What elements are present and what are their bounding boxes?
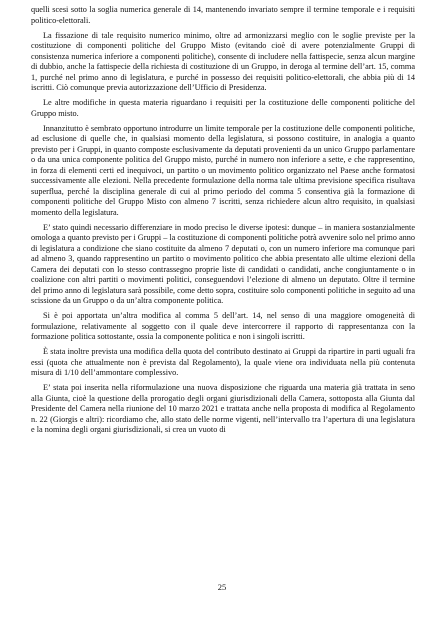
paragraph: quelli scesi sotto la soglia numerica generale di 14, mantenendo invariato sempre il termine temporale e i requisiti politico-elettorali. xyxy=(31,5,415,25)
paragraph: La fissazione di tale requisito numerico minimo, oltre ad armonizzarsi meglio con le soglie previste per la costituzione di componenti politiche del Gruppo Misto (evitando cioè di avere potenzialmente Gruppi di consistenza numerica inferiore a componenti politiche), consente di includere nella fattispecie, senza alcun margine di dubbio, anche la fattispecie della richiesta di costituzione di un Gruppo, in deroga al termine dell’art. 15, comma 1, purché nel primo anno di legislatura, e purché in possesso dei requisiti politico-elettorali, che abbia più di 14 iscritti. Ciò comunque previa autorizzazione dell’Ufficio di Presidenza. xyxy=(31,30,415,92)
paragraph: Innanzitutto è sembrato opportuno introdurre un limite temporale per la costituzione delle componenti politiche, ad esclusione di quelle che, in qualsiasi momento della legislatura, si possono costituire, in analogia a quanto previsto per i Gruppi, in quanto composte esclusivamente da deputati provenienti da un unico Gruppo parlamentare o da una unica componente politica del Gruppo misto, purché in numero non inferiore a sette, e che rappresentino, in forza di elementi certi ed inequivoci, un partito o un movimento politico organizzato nel Paese anche formatosi successivamente alle elezioni. Nella precedente formulazione della norma tale ultima previsione specifica risultava superflua, perché la disciplina generale di cui al primo periodo del comma 5 consentiva già la formazione di componenti politiche del Gruppo Misto con almeno 7 iscritti, senza richiedere alcun altro requisito, in qualsiasi momento della legislatura. xyxy=(31,123,415,217)
paragraph: E’ stata poi inserita nella riformulazione una nuova disposizione che riguarda una materia già trattata in seno alla Giunta, cioè la questione della prorogatio degli organi giurisdizionali della Camera, sottoposta alla Giunta dal Presidente del Camera nella riunione del 10 marzo 2021 e trattata anche nella proposta di modifica al Regolamento n. 22 (Giorgis e altri): ricordiamo che, allo stato delle norme vigenti, nell’intervallo tra l’apertura di una legislatura e la nomina degli organi giurisdizionali, si crea un vuoto di xyxy=(31,383,415,434)
paragraph: Le altre modifiche in questa materia riguardano i requisiti per la costituzione delle componenti politiche del Gruppo misto. xyxy=(31,98,415,118)
paragraph: È stata inoltre prevista una modifica della quota del contributo destinato ai Gruppi da ripartire in parti uguali fra essi (quota che attualmente non è prevista dal Regolamento), la quale viene ora individuata nella più contenuta misura di 1/10 dell’ammontare complessivo. xyxy=(31,347,415,377)
page-number: 25 xyxy=(217,582,227,592)
paragraph: Si è poi apportata un’altra modifica al comma 5 dell’art. 14, nel senso di una maggiore omogeneità di formulazione, relativamente al soggetto con il quale deve intercorrere il rapporto di rappresentanza con la formazione politica sottostante, ossia la componente politica e non i singoli iscritti. xyxy=(31,311,415,341)
paragraph: E’ stato quindi necessario differenziare in modo preciso le diverse ipotesi: dunque – in maniera sostanzialmente omologa a quanto previsto per i Gruppi – la costituzione di componenti politiche potrà avvenire solo nel primo anno di legislatura a condizione che siano costituite da almeno 7 deputati o, con un numero inferiore ma comunque pari ad almeno 3, quando rappresentino un partito o movimento politico che abbia presentato alle ultime elezioni della Camera dei deputati con lo stesso contrassegno proprie liste di candidati o candidati, anche congiuntamente o in coalizione con altri partiti o movimenti politici, conseguendovi l’elezione di almeno un deputato. Oltre il termine del primo anno di legislatura sarà possibile, come detto sopra, costituire solo componenti politiche in seguito ad una scissione da un Gruppo o da un’altra componente politica. xyxy=(31,222,415,305)
